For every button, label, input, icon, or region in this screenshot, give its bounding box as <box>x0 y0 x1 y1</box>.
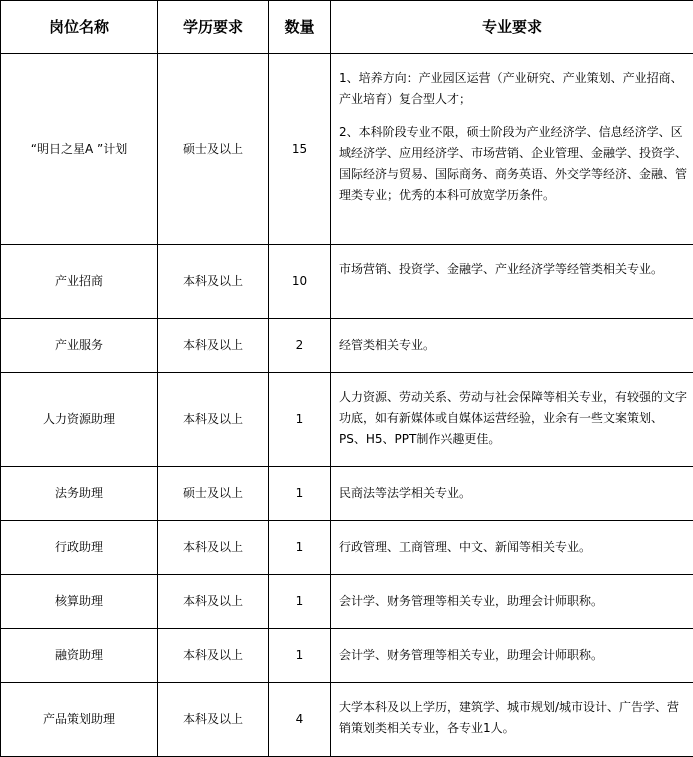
cell-count: 1 <box>269 575 331 629</box>
cell-major: 大学本科及以上学历，建筑学、城市规划/城市设计、广告学、营销策划类相关专业，各专业1人。 <box>331 683 693 757</box>
cell-major <box>331 54 693 245</box>
cell-education: 本科及以上 <box>158 683 269 757</box>
table-header-row <box>1 1 693 54</box>
cell-position: 产品策划助理 <box>1 683 158 757</box>
cell-count: 1 <box>269 521 331 575</box>
cell-education: 硕士及以上 <box>158 467 269 521</box>
cell-count: 1 <box>269 629 331 683</box>
header-education: 学历要求 <box>158 1 269 54</box>
cell-major: 人力资源、劳动关系、劳动与社会保障等相关专业，有较强的文字功底，如有新媒体或自媒体运营经验，业余有一些文案策划、PS、H5、PPT制作兴趣更佳。 <box>331 373 693 467</box>
cell-major: 经管类相关专业。 <box>331 319 693 373</box>
cell-education: 硕士及以上 <box>158 54 269 245</box>
major-paragraph-1: 1、培养方向：产业园区运营（产业研究、产业策划、产业招商、产业培育）复合型人才； <box>339 68 687 110</box>
cell-count: 1 <box>269 467 331 521</box>
cell-position: 法务助理 <box>1 467 158 521</box>
cell-position: 核算助理 <box>1 575 158 629</box>
cell-education: 本科及以上 <box>158 245 269 319</box>
table-row <box>1 521 693 575</box>
cell-education: 本科及以上 <box>158 629 269 683</box>
cell-count: 1 <box>269 373 331 467</box>
cell-major: 市场营销、投资学、金融学、产业经济学等经管类相关专业。 <box>331 245 693 319</box>
table-row <box>1 373 693 467</box>
cell-count: 15 <box>269 54 331 245</box>
table-row <box>1 575 693 629</box>
cell-education: 本科及以上 <box>158 521 269 575</box>
cell-position: 融资助理 <box>1 629 158 683</box>
cell-major: 行政管理、工商管理、中文、新闻等相关专业。 <box>331 521 693 575</box>
table-row <box>1 467 693 521</box>
cell-education: 本科及以上 <box>158 319 269 373</box>
cell-major: 会计学、财务管理等相关专业，助理会计师职称。 <box>331 575 693 629</box>
cell-education: 本科及以上 <box>158 575 269 629</box>
cell-position: 产业招商 <box>1 245 158 319</box>
table-row <box>1 54 693 245</box>
cell-count: 10 <box>269 245 331 319</box>
cell-position: 人力资源助理 <box>1 373 158 467</box>
cell-position: “明日之星A ”计划 <box>1 54 158 245</box>
cell-major: 民商法等法学相关专业。 <box>331 467 693 521</box>
cell-count: 4 <box>269 683 331 757</box>
cell-major: 会计学、财务管理等相关专业，助理会计师职称。 <box>331 629 693 683</box>
header-position: 岗位名称 <box>1 1 158 54</box>
table-row <box>1 245 693 319</box>
header-major: 专业要求 <box>331 1 693 54</box>
table-row <box>1 683 693 757</box>
table-row <box>1 629 693 683</box>
table-row <box>1 319 693 373</box>
cell-position: 行政助理 <box>1 521 158 575</box>
cell-position: 产业服务 <box>1 319 158 373</box>
cell-count: 2 <box>269 319 331 373</box>
major-paragraph-2: 2、本科阶段专业不限，硕士阶段为产业经济学、信息经济学、区域经济学、应用经济学、市场营销、企业管理、金融学、投资学、国际经济与贸易、国际商务、商务英语、外交学等经济、金融、管理类专业；优秀的本科可放宽学历条件。 <box>339 122 687 206</box>
cell-education: 本科及以上 <box>158 373 269 467</box>
header-count: 数量 <box>269 1 331 54</box>
